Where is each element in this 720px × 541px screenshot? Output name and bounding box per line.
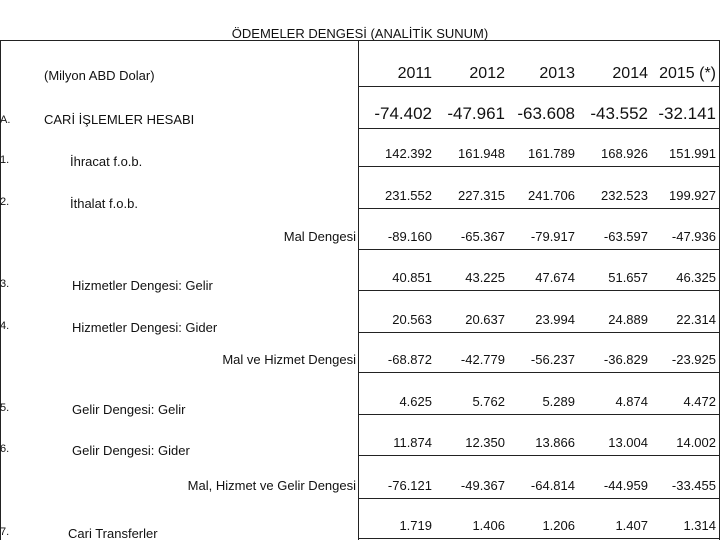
value-cell: -33.455 xyxy=(671,478,716,493)
value-cell: 51.657 xyxy=(608,270,648,285)
value-cell: 40.851 xyxy=(392,270,432,285)
header-divider xyxy=(359,86,720,87)
value-cell: 142.392 xyxy=(385,146,432,161)
value-cell: 4.472 xyxy=(683,394,716,409)
value-cell: -47.961 xyxy=(447,104,505,123)
unit-label: (Milyon ABD Dolar) xyxy=(44,68,155,83)
year-header: 2012 xyxy=(469,65,505,82)
row-divider xyxy=(359,498,720,499)
row-index: 1. xyxy=(0,154,10,166)
row-label: Mal ve Hizmet Dengesi xyxy=(222,352,356,367)
value-cell: 1.719 xyxy=(399,518,432,533)
value-cell: 13.004 xyxy=(608,435,648,450)
value-cell: 1.406 xyxy=(472,518,505,533)
value-cell: 1.407 xyxy=(615,518,648,533)
row-divider xyxy=(359,249,720,250)
value-cell: 232.523 xyxy=(601,188,648,203)
year-header: 2011 xyxy=(397,65,432,82)
row-divider xyxy=(359,538,720,539)
value-cell: -89.160 xyxy=(387,229,432,244)
row-divider xyxy=(359,208,720,209)
row-divider xyxy=(359,455,720,456)
row-index: 2. xyxy=(0,196,10,208)
value-cell: 11.874 xyxy=(393,435,432,450)
value-cell: 12.350 xyxy=(465,435,505,450)
value-cell: -49.367 xyxy=(460,478,505,493)
row-label: Cari Transferler xyxy=(68,526,158,541)
value-cell: -63.608 xyxy=(517,104,575,123)
value-cell: -44.959 xyxy=(603,478,648,493)
row-divider xyxy=(359,332,720,333)
value-cell: 1.206 xyxy=(542,518,575,533)
value-cell: 1.314 xyxy=(683,518,716,533)
value-cell: 13.866 xyxy=(535,435,575,450)
value-cell: -32.141 xyxy=(658,104,716,123)
year-header: 2015 (*) xyxy=(659,65,716,82)
table-border-top xyxy=(0,40,720,41)
row-divider xyxy=(359,290,720,291)
value-cell: 22.314 xyxy=(676,312,716,327)
value-cell: 20.637 xyxy=(465,312,505,327)
value-cell: 5.289 xyxy=(542,394,575,409)
row-index: 7. xyxy=(0,526,10,538)
value-cell: -65.367 xyxy=(460,229,505,244)
value-cell: 4.874 xyxy=(615,394,648,409)
row-label: Mal Dengesi xyxy=(283,229,356,244)
row-index: 5. xyxy=(0,402,10,414)
value-cell: -76.121 xyxy=(387,478,432,493)
value-cell: 23.994 xyxy=(535,312,575,327)
row-label: Gelir Dengesi: Gelir xyxy=(72,402,186,417)
value-cell: 199.927 xyxy=(669,188,716,203)
value-cell: -23.925 xyxy=(671,352,716,367)
value-cell: -64.814 xyxy=(530,478,575,493)
value-cell: 43.225 xyxy=(465,270,505,285)
value-cell: -74.402 xyxy=(374,104,432,123)
value-cell: -47.936 xyxy=(671,229,716,244)
year-header: 2014 xyxy=(612,65,648,82)
value-cell: -43.552 xyxy=(590,104,648,123)
row-label: İthalat f.o.b. xyxy=(70,196,138,211)
balance-of-payments-table xyxy=(0,40,720,540)
value-cell: 5.762 xyxy=(472,394,505,409)
value-cell: -79.917 xyxy=(530,229,575,244)
row-divider xyxy=(359,372,720,373)
page-title: ÖDEMELER DENGESİ (ANALİTİK SUNUM) xyxy=(231,26,489,41)
value-cell: 151.991 xyxy=(669,146,716,161)
row-label: Gelir Dengesi: Gider xyxy=(72,443,190,458)
value-cell: 46.325 xyxy=(676,270,716,285)
value-cell: 20.563 xyxy=(392,312,432,327)
value-cell: 241.706 xyxy=(528,188,575,203)
value-cell: 227.315 xyxy=(458,188,505,203)
row-label: Mal, Hizmet ve Gelir Dengesi xyxy=(187,478,356,493)
row-divider xyxy=(359,128,720,129)
value-cell: 161.789 xyxy=(528,146,575,161)
row-label: İhracat f.o.b. xyxy=(70,154,143,169)
value-cell: -42.779 xyxy=(460,352,505,367)
value-cell: 14.002 xyxy=(676,435,716,450)
row-index: 6. xyxy=(0,443,10,455)
value-cell: 161.948 xyxy=(458,146,505,161)
value-cell: 168.926 xyxy=(601,146,648,161)
row-divider xyxy=(359,414,720,415)
value-cell: -56.237 xyxy=(530,352,575,367)
row-index: 4. xyxy=(0,320,10,332)
value-cell: 24.889 xyxy=(608,312,648,327)
value-cell: -36.829 xyxy=(603,352,648,367)
row-index: 3. xyxy=(0,278,10,290)
value-cell: 4.625 xyxy=(399,394,432,409)
row-label: Hizmetler Dengesi: Gelir xyxy=(72,278,213,293)
row-label: Hizmetler Dengesi: Gider xyxy=(72,320,218,335)
row-divider xyxy=(359,166,720,167)
year-header: 2013 xyxy=(539,65,575,82)
value-cell: 231.552 xyxy=(385,188,432,203)
row-label: CARİ İŞLEMLER HESABI xyxy=(44,112,195,127)
value-cell: -63.597 xyxy=(603,229,648,244)
row-index: A. xyxy=(0,114,11,126)
value-cell: 47.674 xyxy=(535,270,575,285)
value-cell: -68.872 xyxy=(387,352,432,367)
